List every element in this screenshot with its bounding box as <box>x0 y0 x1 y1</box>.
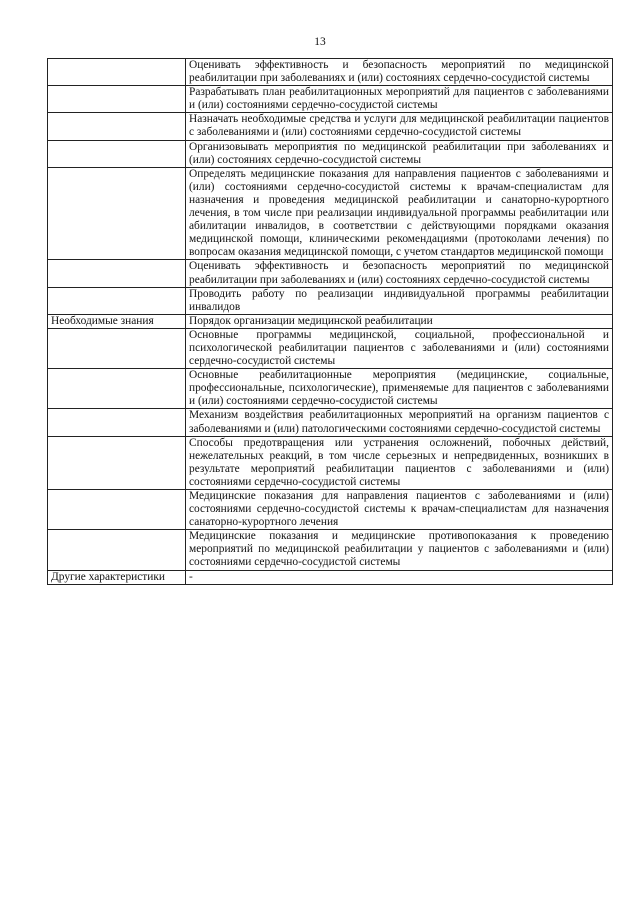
table-row <box>48 490 613 530</box>
page-number: 13 <box>314 36 326 48</box>
row-label-cell <box>48 530 186 570</box>
row-label-cell <box>48 167 186 260</box>
row-text-cell: Организовывать мероприятия по медицинской реабилитации при заболеваниях и (или) состояниях сердечно-сосудистой системы <box>186 140 613 167</box>
row-text-cell: Проводить работу по реализации индивидуальной программы реабилитации инвалидов <box>186 287 613 314</box>
table-row <box>48 167 613 260</box>
row-text-cell: Назначать необходимые средства и услуги для медицинской реабилитации пациентов с заболеваниями и (или) состояниями сердечно-сосудистой системы <box>186 113 613 140</box>
table-row <box>48 59 613 86</box>
table-row <box>48 369 613 409</box>
row-text-cell: Способы предотвращения или устранения осложнений, побочных действий, нежелательных реакций, в том числе серьезных и непредвиденных, возникших в результате мероприятий реабилитации пациентов с заболеваниями и (или) состояниями сердечно-сосудистой системы <box>186 436 613 489</box>
table-body <box>48 59 613 585</box>
table-row <box>48 436 613 489</box>
row-label-cell <box>48 436 186 489</box>
row-text-cell: Основные реабилитационные мероприятия (медицинские, социальные, профессиональные, психологические), применяемые для пациентов с заболеваниями и (или) состояниями сердечно-сосудистой системы <box>186 369 613 409</box>
table-row <box>48 287 613 314</box>
row-text-cell: Основные программы медицинской, социальной, профессиональной и психологической реабилитации пациентов с заболеваниями и (или) состояниями сердечно-сосудистой системы <box>186 328 613 368</box>
table-row <box>48 409 613 436</box>
row-text-cell: Порядок организации медицинской реабилитации <box>186 314 613 328</box>
row-text-cell: Медицинские показания и медицинские противопоказания к проведению мероприятий по медицинской реабилитации у пациентов с заболеваниями и (или) состояниями сердечно-сосудистой системы <box>186 530 613 570</box>
row-label-cell <box>48 140 186 167</box>
competency-table <box>47 58 613 585</box>
row-text-cell: Оценивать эффективность и безопасность мероприятий по медицинской реабилитации при заболеваниях и (или) состояниях сердечно-сосудистой системы <box>186 260 613 287</box>
row-text-cell: Оценивать эффективность и безопасность мероприятий по медицинской реабилитации при заболеваниях и (или) состояниях сердечно-сосудистой системы <box>186 59 613 86</box>
table-row <box>48 86 613 113</box>
row-label-cell: Необходимые знания <box>48 314 186 328</box>
row-label-cell <box>48 86 186 113</box>
row-text-cell: Разрабатывать план реабилитационных мероприятий для пациентов с заболеваниями и (или) состояниями сердечно-сосудистой системы <box>186 86 613 113</box>
row-label-cell <box>48 287 186 314</box>
row-text-cell: Определять медицинские показания для направления пациентов с заболеваниями и (или) состояниями сердечно-сосудистой системы к врачам-специалистам для назначения и проведения медицинской реабилитации и санаторно-курортного лечения, в том числе при реализации индивидуальной программы реабилитации или абилитации инвалидов, в соответствии с действующими порядками оказания медицинской помощи, клиническими рекомендациями (протоколами лечения) по вопросам оказания медицинской помощи, с учетом стандартов медицинской помощи <box>186 167 613 260</box>
row-text-cell: Механизм воздействия реабилитационных мероприятий на организм пациентов с заболеваниями и (или) патологическими состояниями сердечно-сосудистой системы <box>186 409 613 436</box>
row-label-cell <box>48 369 186 409</box>
table-row <box>48 314 613 328</box>
table-row <box>48 113 613 140</box>
row-label-cell <box>48 328 186 368</box>
row-label-cell <box>48 490 186 530</box>
table-row <box>48 530 613 570</box>
table-row <box>48 570 613 584</box>
row-label-cell <box>48 59 186 86</box>
row-text-cell: - <box>186 570 613 584</box>
table-row <box>48 140 613 167</box>
row-label-cell: Другие характеристики <box>48 570 186 584</box>
row-label-cell <box>48 409 186 436</box>
table-row <box>48 328 613 368</box>
row-text-cell: Медицинские показания для направления пациентов с заболеваниями и (или) состояниями сердечно-сосудистой системы к врачам-специалистам для назначения санаторно-курортного лечения <box>186 490 613 530</box>
row-label-cell <box>48 260 186 287</box>
table-row <box>48 260 613 287</box>
row-label-cell <box>48 113 186 140</box>
